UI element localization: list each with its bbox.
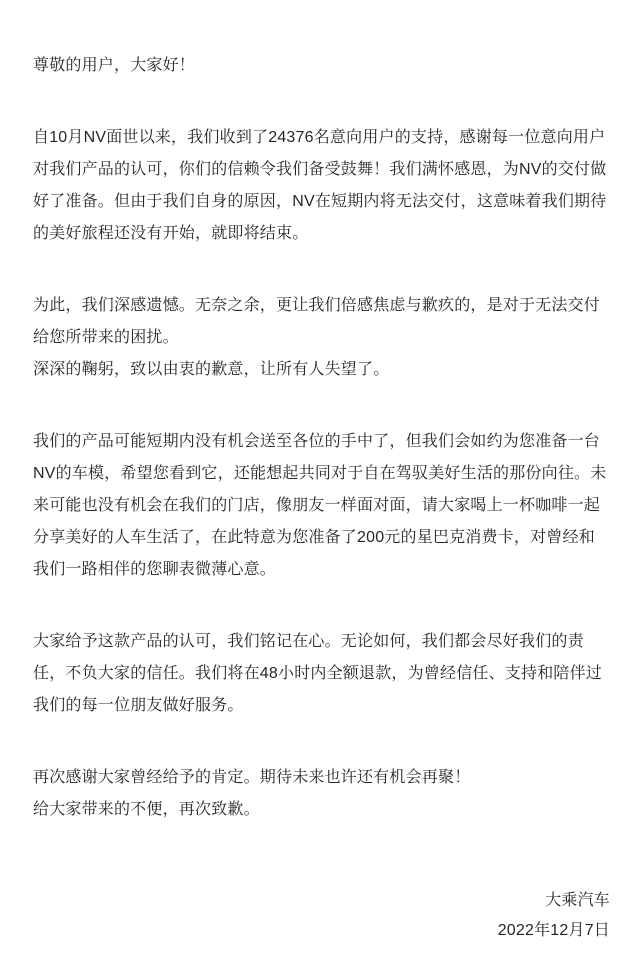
letter-paragraph-thanks: 再次感谢大家曾经给予的肯定。期待未来也许还有机会再聚！ <box>33 769 471 786</box>
letter-paragraph-apology: 深深的鞠躬，致以由衷的歉意，让所有人失望了。 <box>33 361 390 378</box>
letter-signature <box>33 886 610 946</box>
letter-paragraph-refund: 大家给予这款产品的认可，我们铭记在心。无论如何，我们都会尽好我们的责任，不负大家的信任。我们将在48小时内全额退款，为曾经信任、支持和陪伴过我们的每一位朋友做好服务。 <box>33 633 602 714</box>
letter-paragraph-closing: 给大家带来的不便，再次致歉。 <box>33 801 260 818</box>
signature-company: 大乘汽车 <box>545 892 610 909</box>
letter-paragraph-gift: 我们的产品可能短期内没有机会送至各位的手中了，但我们会如约为您准备一台NV的车模，希望您看到它，还能想起共同对于自在驾驭美好生活的那份向往。未来可能也没有机会在我们的门店，像朋友一样面对面，请大家喝上一杯咖啡一起分享美好的人车生活了，在此特意为您准备了200元的星巴克消费卡，对曾经和我们一路相伴的您聊表微薄心意。 <box>33 433 607 578</box>
letter-paragraph-regret: 为此，我们深感遗憾。无奈之余，更让我们倍感焦虑与歉疚的，是对于无法交付给您所带来的困扰。 <box>33 297 601 346</box>
letter-paragraph-intro: 自10月NV面世以来，我们收到了24376名意向用户的支持，感谢每一位意向用户对我们产品的认可，你们的信赖令我们备受鼓舞！我们满怀感恩，为NV的交付做好了准备。但由于我们自身的原因，NV在短期内将无法交付，这意味着我们期待的美好旅程还没有开始，就即将结束。 <box>33 129 607 242</box>
signature-date: 2022年12月7日 <box>497 922 610 939</box>
letter-greeting: 尊敬的用户，大家好！ <box>33 57 196 74</box>
